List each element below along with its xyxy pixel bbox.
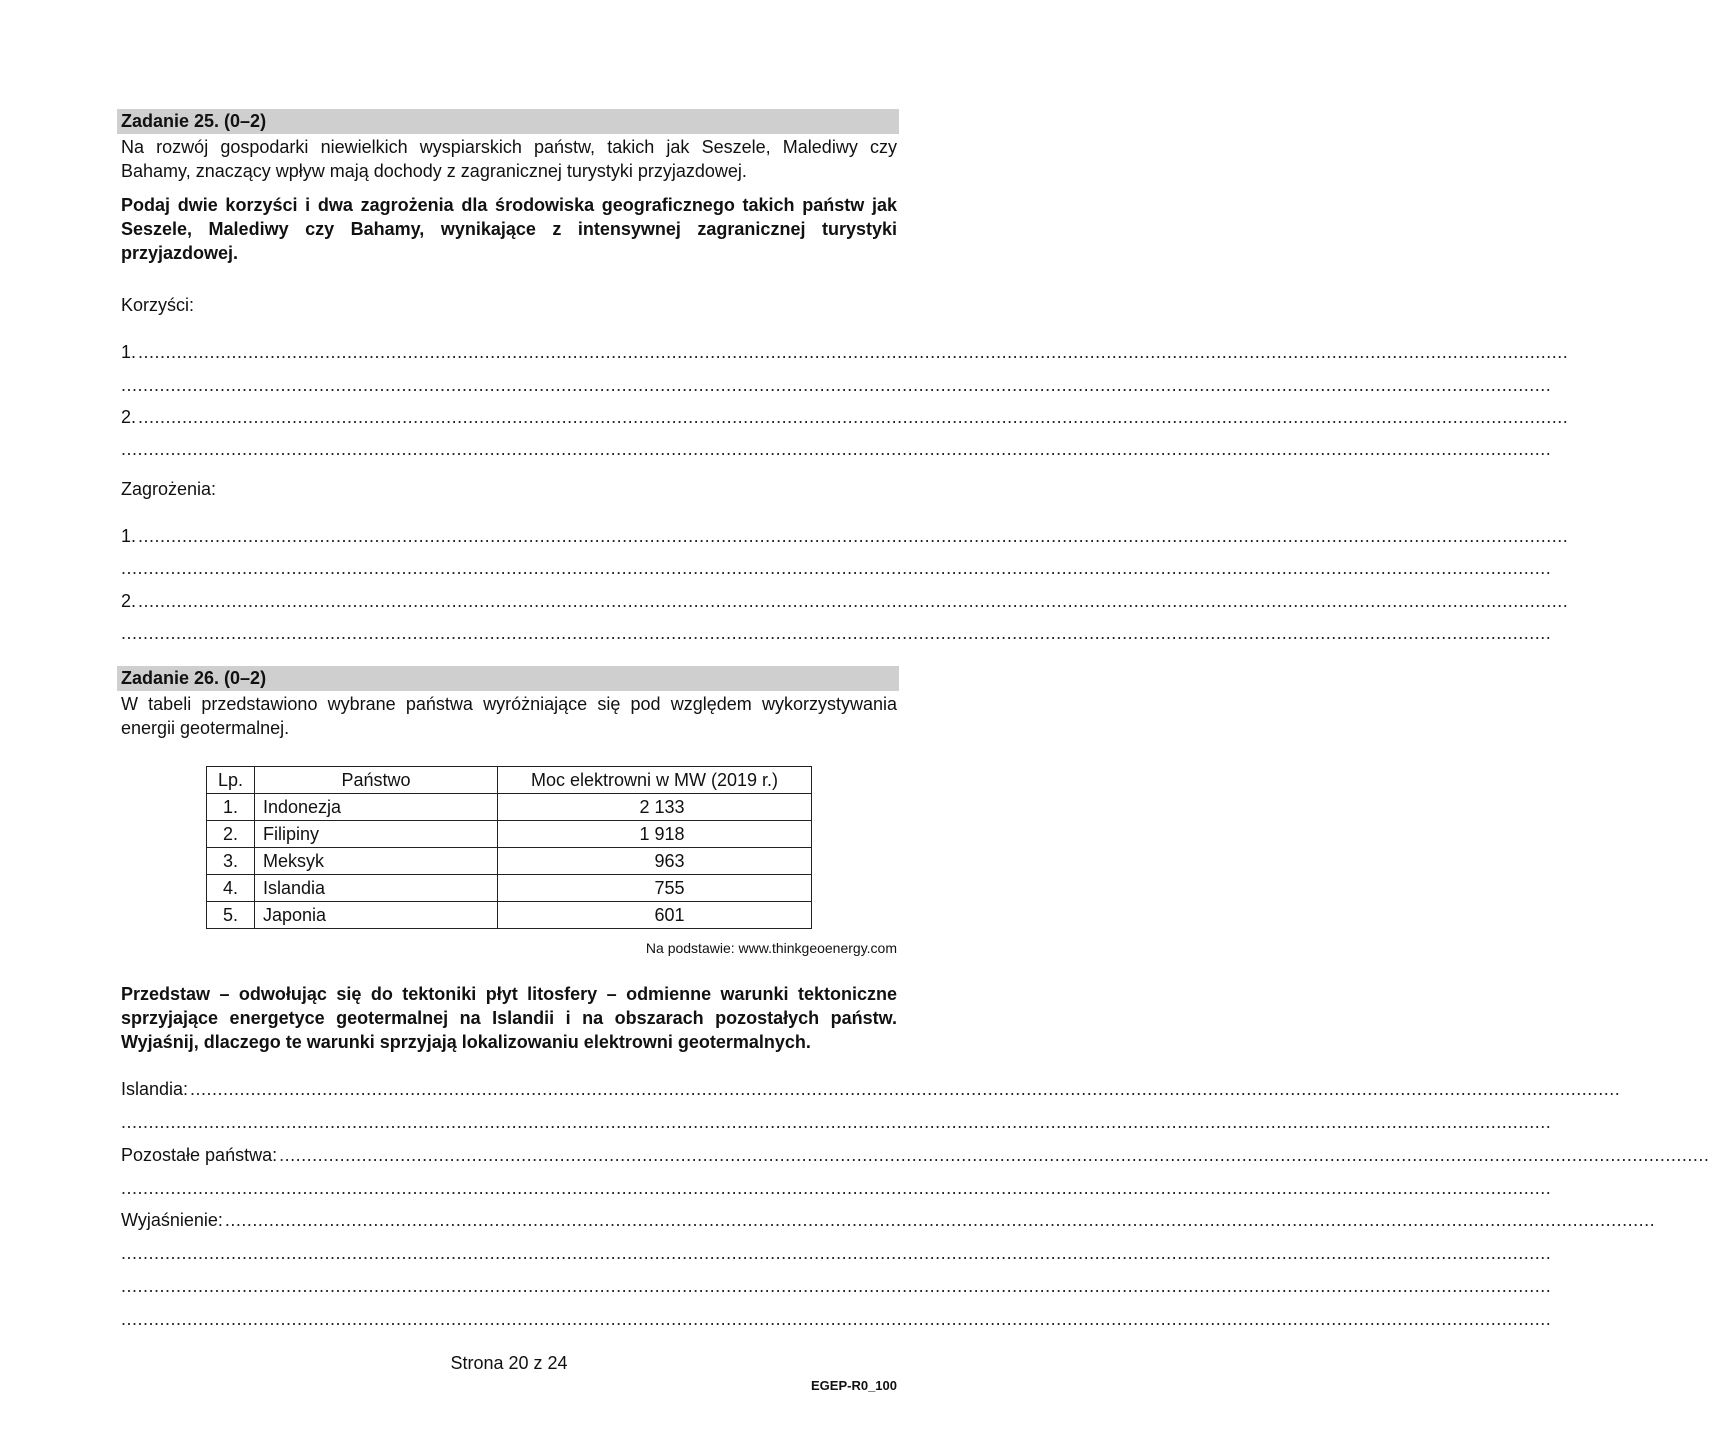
task-25-header: Zadanie 25. (0–2) (117, 109, 899, 134)
cell-lp: 4. (207, 875, 255, 902)
threats-label: Zagrożenia: (121, 479, 217, 499)
iceland-continuation-line[interactable]: .................................................................................................................................................................................................................................................................... (121, 1112, 1552, 1132)
table-row (207, 875, 812, 902)
cell-power: 601 (498, 902, 812, 929)
explanation-label: Wyjaśnienie: (121, 1210, 223, 1230)
table-row (207, 821, 812, 848)
cell-lp: 5. (207, 902, 255, 929)
table-row (207, 794, 812, 821)
benefits-label: Korzyści: (121, 295, 195, 315)
cell-power: 963 (498, 848, 812, 875)
threat-1-number: 1. (121, 526, 137, 546)
cell-power: 755 (498, 875, 812, 902)
benefit-2-answer-line[interactable]: 2. .................................................................................................................................................................................................................................................................... (121, 407, 1569, 427)
task-26-question: Przedstaw – odwołując się do tektoniki płyt litosfery – odmienne warunki tektoniczne sprzyjające energetyce geotermalnej na Islandii i na obszarach pozostałych państw. Wyjaśnij, dlaczego te warunki sprzyjają lokalizowaniu elektrowni geotermalnych. (121, 984, 897, 1052)
table-header-row (207, 767, 812, 794)
threat-2-answer-line[interactable]: 2. .................................................................................................................................................................................................................................................................... (121, 591, 1569, 611)
cell-country: Filipiny (255, 821, 498, 848)
exam-code: EGEP-R0_100 (811, 1378, 897, 1393)
iceland-label: Islandia: (121, 1079, 189, 1099)
cell-power: 2 133 (498, 794, 812, 821)
task-25-intro: Na rozwój gospodarki niewielkich wyspiarskich państw, takich jak Seszele, Malediwy czy Bahamy, znaczący wpływ mają dochody z zagranicznej turystyki przyjazdowej. (121, 137, 897, 181)
table-row (207, 902, 812, 929)
cell-country: Japonia (255, 902, 498, 929)
cell-lp: 1. (207, 794, 255, 821)
benefit-1-continuation-line[interactable]: .................................................................................................................................................................................................................................................................... (121, 375, 1552, 395)
explanation-continuation-line[interactable]: .................................................................................................................................................................................................................................................................... (121, 1276, 1552, 1296)
explanation-continuation-line[interactable]: .................................................................................................................................................................................................................................................................... (121, 1309, 1552, 1329)
explanation-answer-line[interactable]: Wyjaśnienie: .................................................................................................................................................................................................................................................................... (121, 1210, 1656, 1230)
benefit-1-number: 1. (121, 342, 137, 362)
cell-power: 1 918 (498, 821, 812, 848)
benefit-1-answer-line[interactable]: 1. .................................................................................................................................................................................................................................................................... (121, 342, 1569, 362)
benefit-2-number: 2. (121, 407, 137, 427)
threat-1-continuation-line[interactable]: .................................................................................................................................................................................................................................................................... (121, 558, 1552, 578)
others-continuation-line[interactable]: .................................................................................................................................................................................................................................................................... (121, 1178, 1552, 1198)
column-header-country: Państwo (255, 767, 498, 794)
cell-lp: 3. (207, 848, 255, 875)
task-26-header: Zadanie 26. (0–2) (117, 666, 899, 691)
cell-country: Islandia (255, 875, 498, 902)
cell-country: Indonezja (255, 794, 498, 821)
column-header-lp: Lp. (207, 767, 255, 794)
threat-2-continuation-line[interactable]: .................................................................................................................................................................................................................................................................... (121, 623, 1552, 643)
cell-country: Meksyk (255, 848, 498, 875)
task-26-intro: W tabeli przedstawiono wybrane państwa wyróżniające się pod względem wykorzystywania energii geotermalnej. (121, 694, 897, 738)
threat-1-answer-line[interactable]: 1. .................................................................................................................................................................................................................................................................... (121, 526, 1569, 546)
page-number: Strona 20 z 24 (450, 1353, 568, 1373)
explanation-continuation-line[interactable]: .................................................................................................................................................................................................................................................................... (121, 1243, 1552, 1263)
iceland-answer-line[interactable]: Islandia: .................................................................................................................................................................................................................................................................... (121, 1079, 1621, 1099)
cell-lp: 2. (207, 821, 255, 848)
others-label: Pozostałe państwa: (121, 1145, 278, 1165)
geothermal-table (206, 766, 812, 929)
table-source: Na podstawie: www.thinkgeoenergy.com (645, 940, 897, 956)
others-answer-line[interactable]: Pozostałe państwa: .................................................................................................................................................................................................................................................................... (121, 1145, 1709, 1165)
column-header-power: Moc elektrowni w MW (2019 r.) (498, 767, 812, 794)
task-25-question: Podaj dwie korzyści i dwa zagrożenia dla środowiska geograficznego takich państw jak Seszele, Malediwy czy Bahamy, wynikające z intensywnej zagranicznej turystyki przyjazdowej. (121, 195, 897, 263)
table-row (207, 848, 812, 875)
threat-2-number: 2. (121, 591, 137, 611)
benefit-2-continuation-line[interactable]: .................................................................................................................................................................................................................................................................... (121, 439, 1552, 459)
